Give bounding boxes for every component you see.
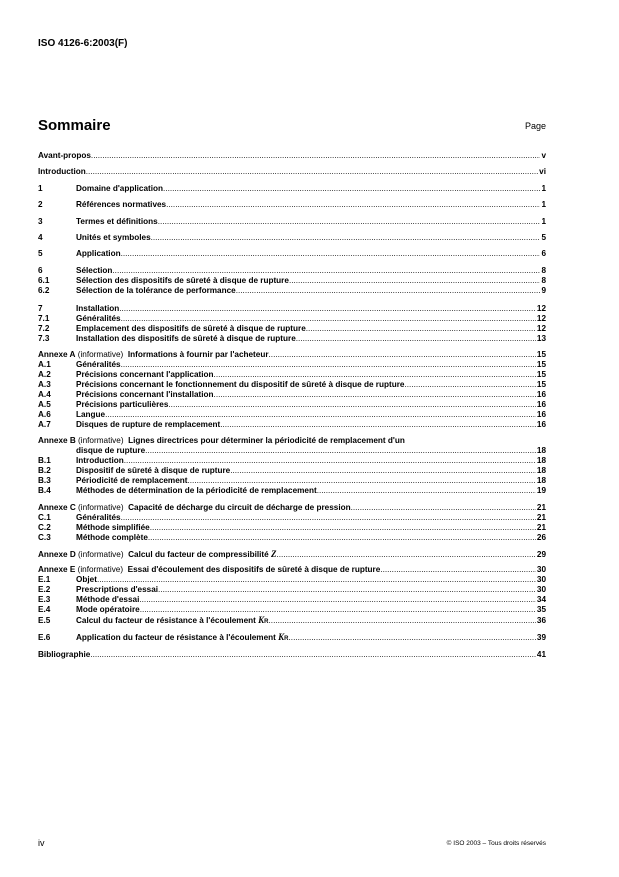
toc-entry-annex-c[interactable]: Annexe C (informative) Capacité de décharge du circuit de décharge de pression ..... 21 (38, 503, 546, 513)
toc-entry-a-6[interactable]: A.6 Langue ..... 16 (38, 410, 546, 420)
toc-entry-6-2[interactable]: 6.2 Sélection de la tolérance de performance ..... 9 (38, 286, 546, 296)
toc-entry-a-3[interactable]: A.3 Précisions concernant le fonctionnement du dispositif de sûreté à disque de rupture ..... 15 (38, 380, 546, 390)
toc-entry-7-2[interactable]: 7.2 Emplacement des dispositifs de sûreté à disque de rupture ..... 12 (38, 324, 546, 334)
toc-entry-a-7[interactable]: A.7 Disques de rupture de remplacement ..... 16 (38, 420, 546, 430)
toc-entry-e-6[interactable]: E.6 Application du facteur de résistance à l'écoulement K R ..... 39 (38, 632, 546, 642)
toc-entry-b-1[interactable]: B.1 Introduction ..... 18 (38, 456, 546, 466)
toc-entry-4[interactable]: 4 Unités et symboles ..... 5 (38, 233, 546, 243)
toc-entry-6[interactable]: 6 Sélection ..... 8 (38, 266, 546, 276)
toc-entry-annex-e[interactable]: Annexe E (informative) Essai d'écoulement des dispositifs de sûreté à disque de rupture ..... 30 (38, 565, 546, 575)
toc-entry-2[interactable]: 2 Références normatives ..... 1 (38, 200, 546, 210)
toc-entry-introduction[interactable]: Introduction ..... vi (38, 167, 546, 177)
toc-entry-7-3[interactable]: 7.3 Installation des dispositifs de sûreté à disque de rupture ..... 13 (38, 334, 546, 344)
toc-entry-3[interactable]: 3 Termes et définitions ..... 1 (38, 217, 546, 227)
toc-entry-1[interactable]: 1 Domaine d'application ..... 1 (38, 184, 546, 194)
toc-entry-annex-b[interactable]: Annexe B (informative) Lignes directrices pour déterminer la périodicité de remplacement d'un (38, 436, 405, 446)
copyright-notice: © ISO 2003 – Tous droits réservés (446, 840, 546, 847)
toc-entry-a-4[interactable]: A.4 Précisions concernant l'installation ..... 16 (38, 390, 546, 400)
toc-entry-7[interactable]: 7 Installation ..... 12 (38, 304, 546, 314)
toc-entry-6-1[interactable]: 6.1 Sélection des dispositifs de sûreté à disque de rupture ..... 8 (38, 276, 546, 286)
toc-entry-e-5[interactable]: E.5 Calcul du facteur de résistance à l'écoulement K R ..... 36 (38, 615, 546, 625)
toc-entry-e-3[interactable]: E.3 Méthode d'essai ..... 34 (38, 595, 546, 605)
toc-entry-b-4[interactable]: B.4 Méthodes de détermination de la périodicité de remplacement ..... 19 (38, 486, 546, 496)
toc-entry-avant-propos[interactable]: Avant-propos ..... v (38, 151, 546, 161)
table-of-contents (38, 151, 546, 660)
toc-entry-a-2[interactable]: A.2 Précisions concernant l'application ..... 15 (38, 370, 546, 380)
toc-entry-c-3[interactable]: C.3 Méthode complète ..... 26 (38, 533, 546, 543)
page-title: Sommaire (38, 117, 111, 134)
toc-entry-7-1[interactable]: 7.1 Généralités ..... 12 (38, 314, 546, 324)
toc-entry-a-1[interactable]: A.1 Généralités ..... 15 (38, 360, 546, 370)
toc-entry-e-4[interactable]: E.4 Mode opératoire ..... 35 (38, 605, 546, 615)
toc-entry-e-2[interactable]: E.2 Prescriptions d'essai ..... 30 (38, 585, 546, 595)
document-id: ISO 4126-6:2003(F) (38, 38, 128, 49)
toc-entry-a-5[interactable]: A.5 Précisions particulières ..... 16 (38, 400, 546, 410)
toc-entry-annex-d[interactable]: Annexe D (informative) Calcul du facteur de compressibilité Z ..... 29 (38, 549, 546, 559)
toc-entry-bibliographie[interactable]: Bibliographie ..... 41 (38, 650, 546, 660)
toc-entry-annex-a[interactable]: Annexe A (informative) Informations à fournir par l'acheteur ..... 15 (38, 350, 546, 360)
toc-entry-c-2[interactable]: C.2 Méthode simplifiée ..... 21 (38, 523, 546, 533)
page-number: iv (38, 838, 45, 848)
toc-entry-5[interactable]: 5 Application ..... 6 (38, 249, 546, 259)
toc-entry-annex-b-cont[interactable]: disque de rupture ..... 18 (38, 446, 546, 456)
toc-entry-b-3[interactable]: B.3 Périodicité de remplacement ..... 18 (38, 476, 546, 486)
toc-entry-b-2[interactable]: B.2 Dispositif de sûreté à disque de rupture ..... 18 (38, 466, 546, 476)
toc-entry-c-1[interactable]: C.1 Généralités ..... 21 (38, 513, 546, 523)
page-column-label: Page (524, 121, 546, 131)
toc-entry-e-1[interactable]: E.1 Objet ..... 30 (38, 575, 546, 585)
